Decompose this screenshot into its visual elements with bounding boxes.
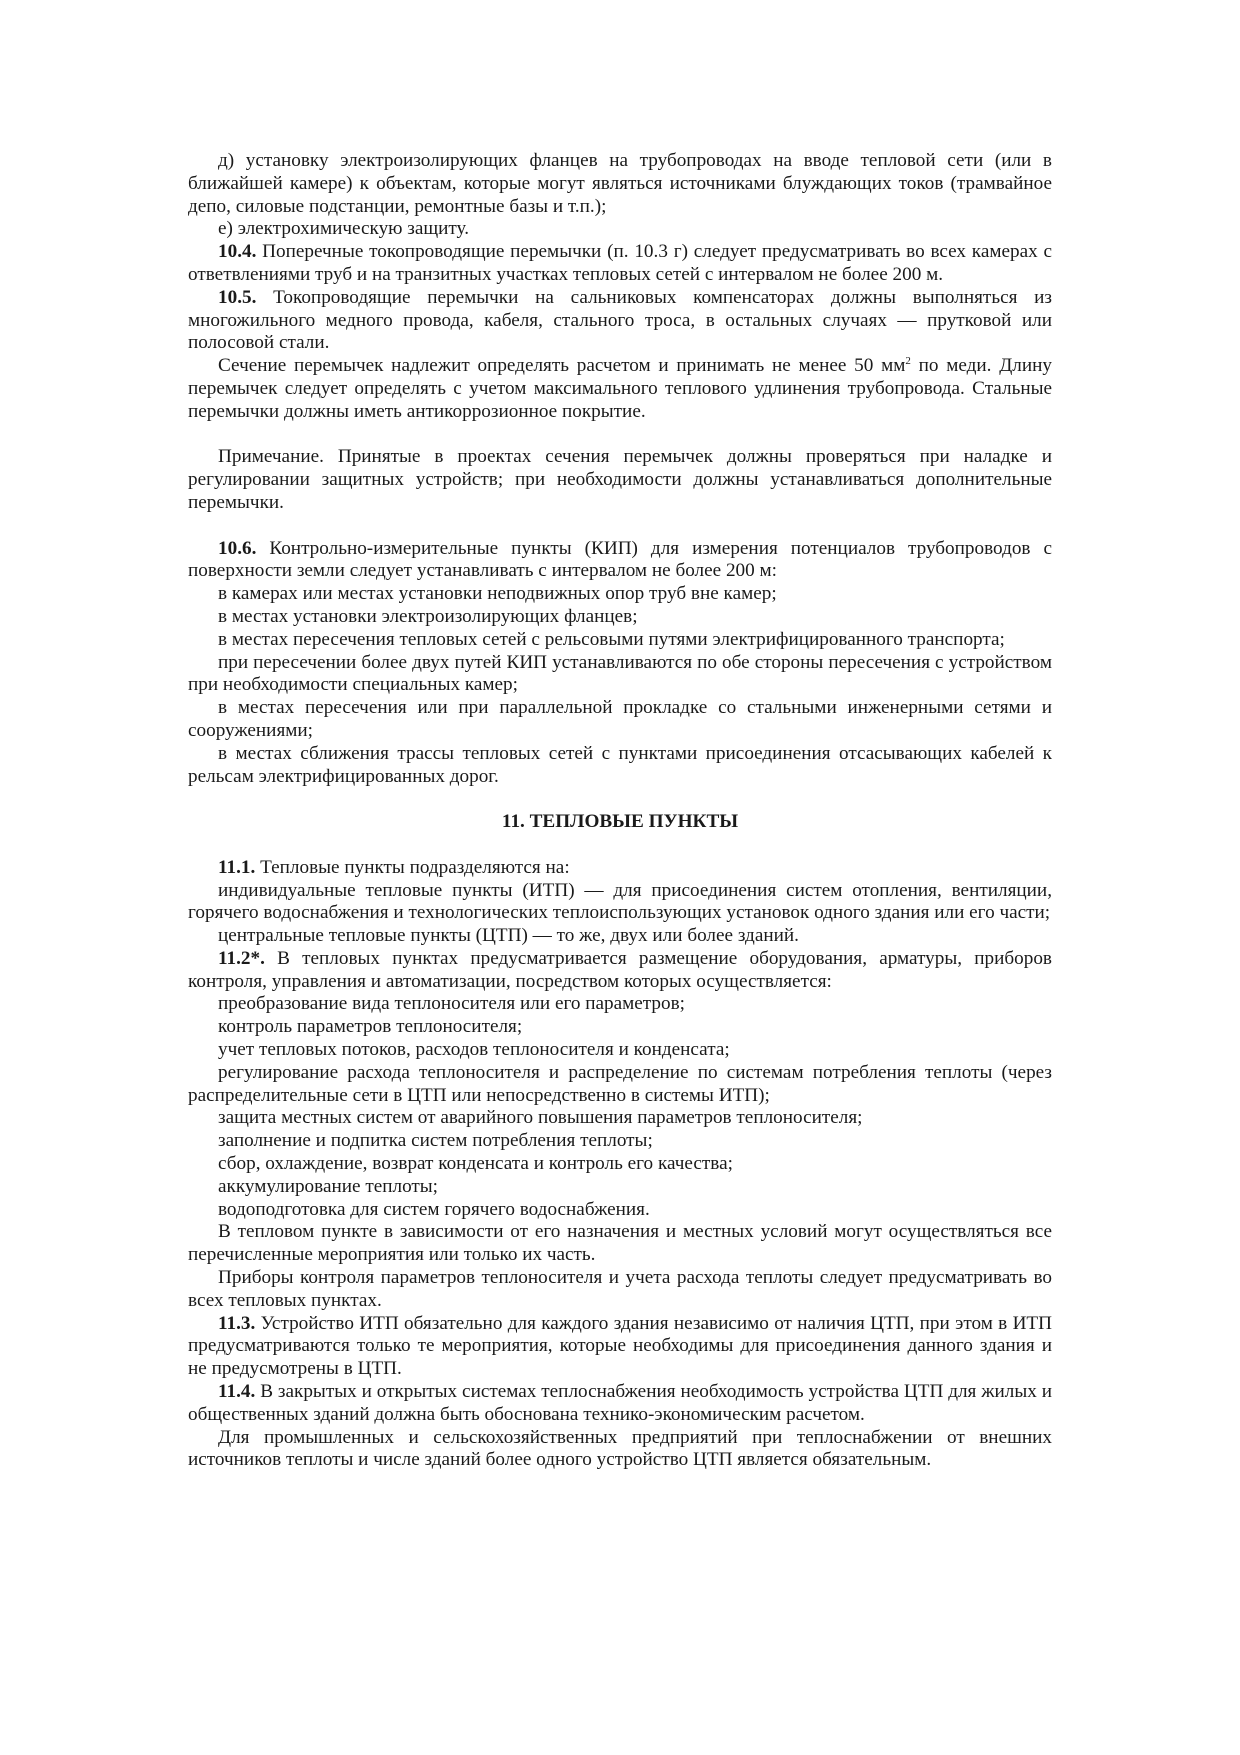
jumper-text-b: по меди. Длину перемычек следует определять с учетом максимального теплового удлинения трубопровода. Стальные перемычки должны иметь антикоррозионное покрытие. — [188, 355, 1052, 422]
blank-line — [188, 515, 1052, 538]
clause-number: 10.5. — [218, 286, 257, 308]
list-item: регулирование расхода теплоносителя и распределение по системам потребления теплоты (через распределительные сети в ЦТП или непосредственно в системы ИТП); — [188, 1061, 1052, 1106]
clause-number: 11.2*. — [218, 947, 265, 969]
paragraph-item-e: е) электрохимическую защиту. — [218, 218, 470, 240]
clause-number: 11.1. — [218, 856, 256, 878]
superscript-square: 2 — [905, 355, 911, 368]
blank-line — [188, 834, 1052, 857]
clause-11-2 — [188, 948, 1052, 994]
list-item: при пересечении более двух путей КИП устанавливаются по обе стороны пересечения с устройством при необходимости специальных камер; — [188, 651, 1052, 696]
clause-text: В тепловых пунктах предусматривается размещение оборудования, арматуры, приборов контроля, управления и автоматизации, посредством которых осуществляется: — [188, 947, 1052, 992]
list-item: защита местных систем от аварийного повышения параметров теплоносителя; — [218, 1107, 863, 1129]
list-item: аккумулирование теплоты; — [218, 1175, 439, 1197]
list-item: в камерах или местах установки неподвижных опор труб вне камер; — [218, 583, 777, 605]
clause-text: Устройство ИТП обязательно для каждого здания независимо от наличия ЦТП, при этом в ИТП предусматриваются только те мероприятия, которые необходимы для присоединения данного здания и не предусмотрены в ЦТП. — [188, 1312, 1052, 1380]
clause-11-4 — [188, 1381, 1052, 1427]
document-page — [188, 150, 1052, 1472]
list-item: в местах пересечения или при параллельной прокладке со стальными инженерными сетями и сооружениями; — [188, 697, 1052, 741]
clause-number: 11.4. — [218, 1381, 256, 1403]
list-item: в местах установки электроизолирующих фланцев; — [218, 605, 638, 627]
clause-11-1 — [188, 857, 1052, 880]
clause-text: Тепловые пункты подразделяются на: — [255, 856, 570, 878]
clause-number: 10.4. — [218, 241, 257, 263]
paragraph-devices: Приборы контроля параметров теплоносителя и учета расхода теплоты следует предусматривать во всех тепловых пунктах. — [188, 1267, 1052, 1311]
clause-text: Контрольно-измерительные пункты (КИП) для измерения потенциалов трубопроводов с поверхности земли следует устанавливать с интервалом не более 200 м: — [188, 537, 1052, 582]
clause-10-5 — [188, 287, 1052, 355]
note-paragraph: Примечание. Принятые в проектах сечения перемычек должны проверяться при наладке и регулировании защитных устройств; при необходимости должны устанавливаться дополнительные перемычки. — [188, 446, 1052, 513]
paragraph-all-measures: В тепловом пункте в зависимости от его назначения и местных условий могут осуществляться все перечисленные мероприятия или только их часть. — [188, 1221, 1052, 1266]
list-item: сбор, охлаждение, возврат конденсата и контроль его качества; — [218, 1153, 733, 1175]
list-item: заполнение и подпитка систем потребления теплоты; — [218, 1130, 653, 1152]
paragraph-jumper-section — [188, 355, 1052, 423]
paragraph-ctp: центральные тепловые пункты (ЦТП) — то же, двух или более зданий. — [218, 925, 799, 947]
clause-10-6 — [188, 538, 1052, 584]
clause-text: Токопроводящие перемычки на сальниковых компенсаторах должны выполняться из многожильного медного провода, кабеля, стального троса, в остальных случаях — прутковой или полосовой стали. — [188, 286, 1052, 354]
blank-line — [188, 788, 1052, 811]
clause-text: Поперечные токопроводящие перемычки (п. 10.3 г) следует предусматривать во всех камерах с ответвлениями труб и на транзитных участках тепловых сетей с интервалом не более 200 м. — [188, 241, 1052, 285]
list-item: водоподготовка для систем горячего водоснабжения. — [218, 1198, 650, 1220]
clause-number: 10.6. — [218, 537, 257, 559]
clause-10-4 — [188, 241, 1052, 287]
list-item: в местах пересечения тепловых сетей с рельсовыми путями электрифицированного транспорта; — [218, 628, 1005, 650]
clause-11-3 — [188, 1313, 1052, 1381]
clause-number: 11.3. — [218, 1312, 256, 1334]
list-item: учет тепловых потоков, расходов теплоносителя и конденсата; — [218, 1039, 730, 1061]
blank-line — [188, 424, 1052, 447]
clause-text: В закрытых и открытых системах теплоснабжения необходимость устройства ЦТП для жилых и общественных зданий должна быть обоснована технико-экономическим расчетом. — [188, 1381, 1052, 1425]
list-item: контроль параметров теплоносителя; — [218, 1016, 523, 1038]
paragraph-itp: индивидуальные тепловые пункты (ИТП) — для присоединения систем отопления, вентиляции, горячего водоснабжения и технологических теплоиспользующих установок одного здания или его части; — [188, 879, 1052, 924]
paragraph-industry: Для промышленных и сельскохозяйственных предприятий при теплоснабжении от внешних источников теплоты и числе зданий более одного устройство ЦТП является обязательным. — [188, 1426, 1052, 1471]
jumper-text-a: Сечение перемычек надлежит определять расчетом и принимать не менее 50 мм — [218, 355, 906, 377]
list-item: в местах сближения трассы тепловых сетей с пунктами присоединения отсасывающих кабелей к рельсам электрифицированных дорог. — [188, 742, 1052, 787]
paragraph-item-d: д) установку электроизолирующих фланцев на трубопроводах на вводе тепловой сети (или в ближайшей камере) к объектам, которые могут являться источниками блуждающих токов (трамвайное депо, силовые подстанции, ремонтные базы и т.п.); — [188, 150, 1052, 217]
section-heading: 11. ТЕПЛОВЫЕ ПУНКТЫ — [501, 811, 739, 833]
list-item: преобразование вида теплоносителя или его параметров; — [218, 993, 686, 1015]
